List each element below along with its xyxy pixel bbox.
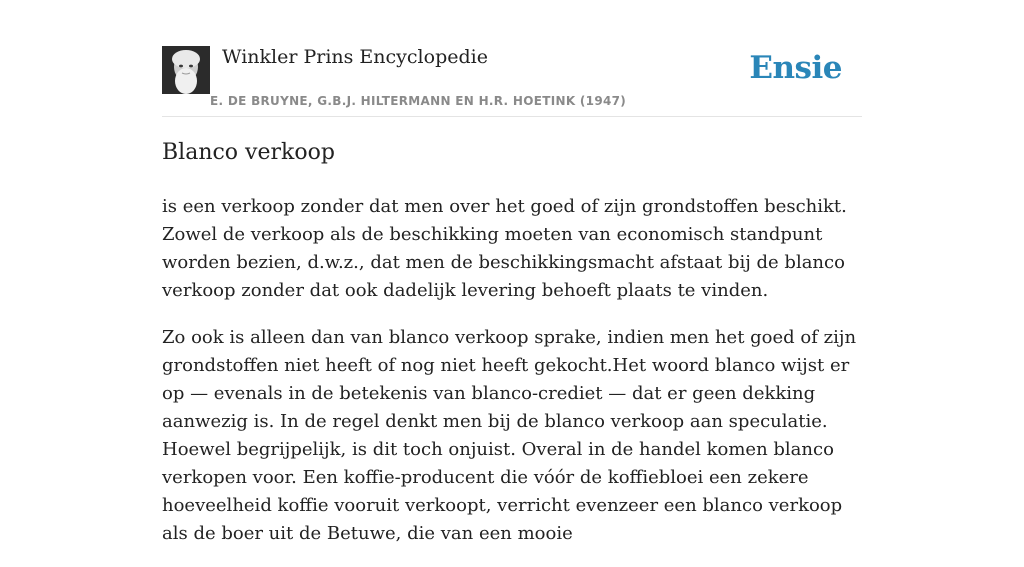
book-title[interactable]: Winkler Prins Encyclopedie	[222, 46, 488, 68]
ensie-logo[interactable]: Ensie	[749, 50, 842, 86]
book-header	[162, 38, 862, 117]
entry-paragraph: is een verkoop zonder dat men over het goed of zijn grondstoffen beschikt. Zowel de verkoop als de beschikking moeten van economisch standpunt worden bezien, d.w.z., dat men de beschikkingsmacht afstaat bij de blanco verkoop zonder dat ook dadelijk levering behoeft plaats te vinden.	[162, 196, 847, 301]
entry-body	[162, 193, 862, 567]
entry-paragraph: Zo ook is alleen dan van blanco verkoop sprake, indien men het goed of zijn grondstoffen niet heeft of nog niet heeft gekocht.Het woord blanco wijst er op — evenals in de betekenis van blanco-crediet — dat er geen dekking aanwezig is. In de regel denkt men bij de blanco verkoop aan speculatie. Hoewel begrijpelijk, is dit toch onjuist. Overal in de handel komen blanco verkopen voor. Een koffie-producent die vóór de koffiebloei een zekere hoeveelheid koffie vooruit verkoopt, verricht evenzeer een blanco verkoop als de boer uit de Betuwe, die van een mooie	[162, 327, 857, 544]
book-authors: E. DE BRUYNE, G.B.J. HILTERMANN EN H.R. HOETINK (1947)	[210, 94, 627, 108]
author-portrait-icon	[162, 46, 210, 94]
author-avatar	[162, 46, 210, 94]
entry-title: Blanco verkoop	[162, 140, 335, 165]
